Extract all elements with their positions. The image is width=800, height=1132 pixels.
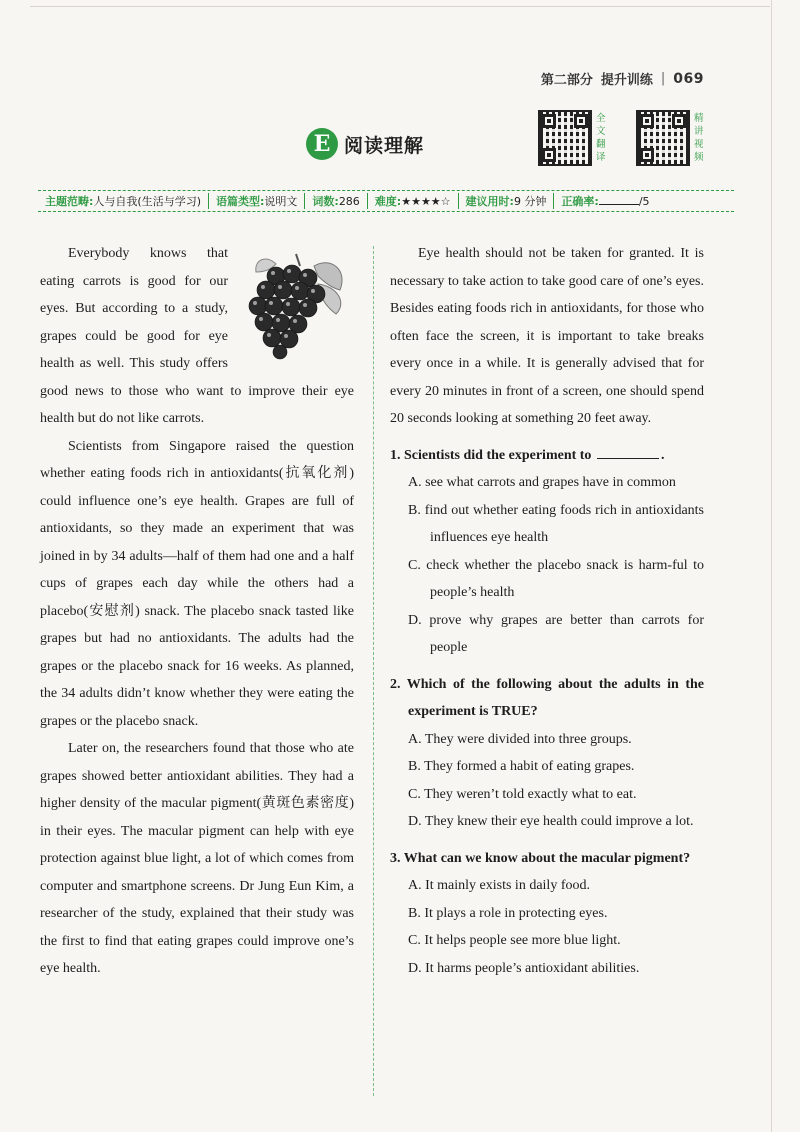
grapes-illustration [236, 246, 354, 360]
page-header [541, 69, 704, 88]
option-d[interactable]: D. It harms people’s antioxidant abilities. [408, 960, 640, 976]
option-b[interactable]: B. They formed a habit of eating grapes. [408, 759, 635, 774]
page-title: 阅读理解 [344, 134, 425, 157]
passage-left-column [40, 240, 354, 983]
option-c[interactable]: C. They weren’t told exactly what to eat. [408, 786, 637, 802]
passage-paragraph: Scientists from Singapore raised the question whether eating foods rich in antioxidants(抗氧化剂) could influence one’s eye health. Grapes are full of antioxidants, so they made an experiment that was joined in by 34 adults—half of them had one and a half cups of grapes each day while the others had a placebo(安慰剂) snack. The placebo snack tasted like grapes but had no antioxidants. The adults had the grapes or the placebo snack for 16 weeks. As planned, the 34 adults didn’t know whether they were eating the grapes or the placebo snack. [40, 438, 354, 729]
header-separator: | [660, 71, 666, 86]
passage-paragraph: Eye health should not be taken for granted. It is necessary to take action to take good care of one’s eyes. Besides eating foods rich in antioxidants, for those who often face the screen, it is important to take breaks every once in a while. It is generally advised that for every 20 minutes in front of a screen, one should spend 20 seconds looking at something 20 feet away. [390, 246, 704, 426]
accuracy-blank[interactable] [599, 195, 639, 205]
qr-code-icon[interactable] [538, 110, 592, 166]
info-type: 语篇类型:说明文 [209, 193, 305, 209]
option-d[interactable]: D. prove why grapes are better than carrots for people [408, 612, 704, 655]
option-b[interactable]: B. It plays a role in protecting eyes. [408, 905, 608, 921]
column-divider [373, 246, 374, 1096]
option-a[interactable]: A. It mainly exists in daily food. [408, 878, 590, 893]
option-c[interactable]: C. check whether the placebo snack is harm-ful to people’s health [408, 557, 704, 600]
info-difficulty: 难度:★★★★☆ [368, 193, 459, 209]
info-theme: 主题范畴:人与自我(生活与学习) [38, 193, 209, 209]
question-stem: 3. What can we know about the macular pigment? [390, 850, 691, 866]
page-edge [771, 0, 772, 1132]
info-bar [38, 190, 734, 212]
qr-label-translation: 全文翻译 [596, 113, 606, 163]
option-c[interactable]: C. It helps people see more blue light. [408, 933, 621, 948]
letter-badge-icon: E [306, 128, 338, 160]
passage-right-column [390, 240, 704, 982]
qr-code-icon[interactable] [636, 110, 690, 166]
passage-paragraph: Everybody knows that eating carrots is good for our eyes. But according to a study, grapes could be good for eye health as well. This study offers good news to those who want to improve their eye health but do not like carrots. [40, 246, 354, 426]
option-b[interactable]: B. find out whether eating foods rich in antioxidants influences eye health [408, 502, 704, 545]
question-2 [390, 671, 704, 836]
question-3 [390, 845, 704, 983]
header-section: 第二部分 [540, 73, 593, 88]
qr-label-video: 精讲视频 [694, 113, 704, 163]
info-word-count: 词数:286 [305, 193, 367, 209]
section-title [306, 128, 424, 160]
passage-paragraph: Later on, the researchers found that those who ate grapes showed better antioxidant abilities. They had a higher density of the macular pigment(黄斑色素密度) in their eyes. The macular pigment can help with eye protection against blue light, a lot of which comes from computer and smartphone screens. Dr Jung Eun Kim, a researcher of the study, explained that their study was the first to find that eating grapes could improve one’s eye health. [40, 741, 354, 976]
header-subsection: 提升训练 [600, 73, 653, 88]
question-stem: 1. Scientists did the experiment to . [390, 447, 665, 463]
answer-blank[interactable] [597, 447, 659, 459]
question-stem: 2. Which of the following about the adults in the experiment is TRUE? [390, 676, 704, 719]
option-d[interactable]: D. They knew their eye health could improve a lot. [408, 814, 694, 829]
top-rule [30, 6, 770, 7]
question-1 [390, 442, 704, 662]
page-number: 069 [673, 70, 704, 87]
info-accuracy: 正确率: /5 [561, 195, 650, 208]
option-a[interactable]: A. see what carrots and grapes have in common [408, 475, 676, 490]
info-time: 建议用时:9 分钟 [459, 193, 555, 209]
option-a[interactable]: A. They were divided into three groups. [408, 731, 632, 747]
